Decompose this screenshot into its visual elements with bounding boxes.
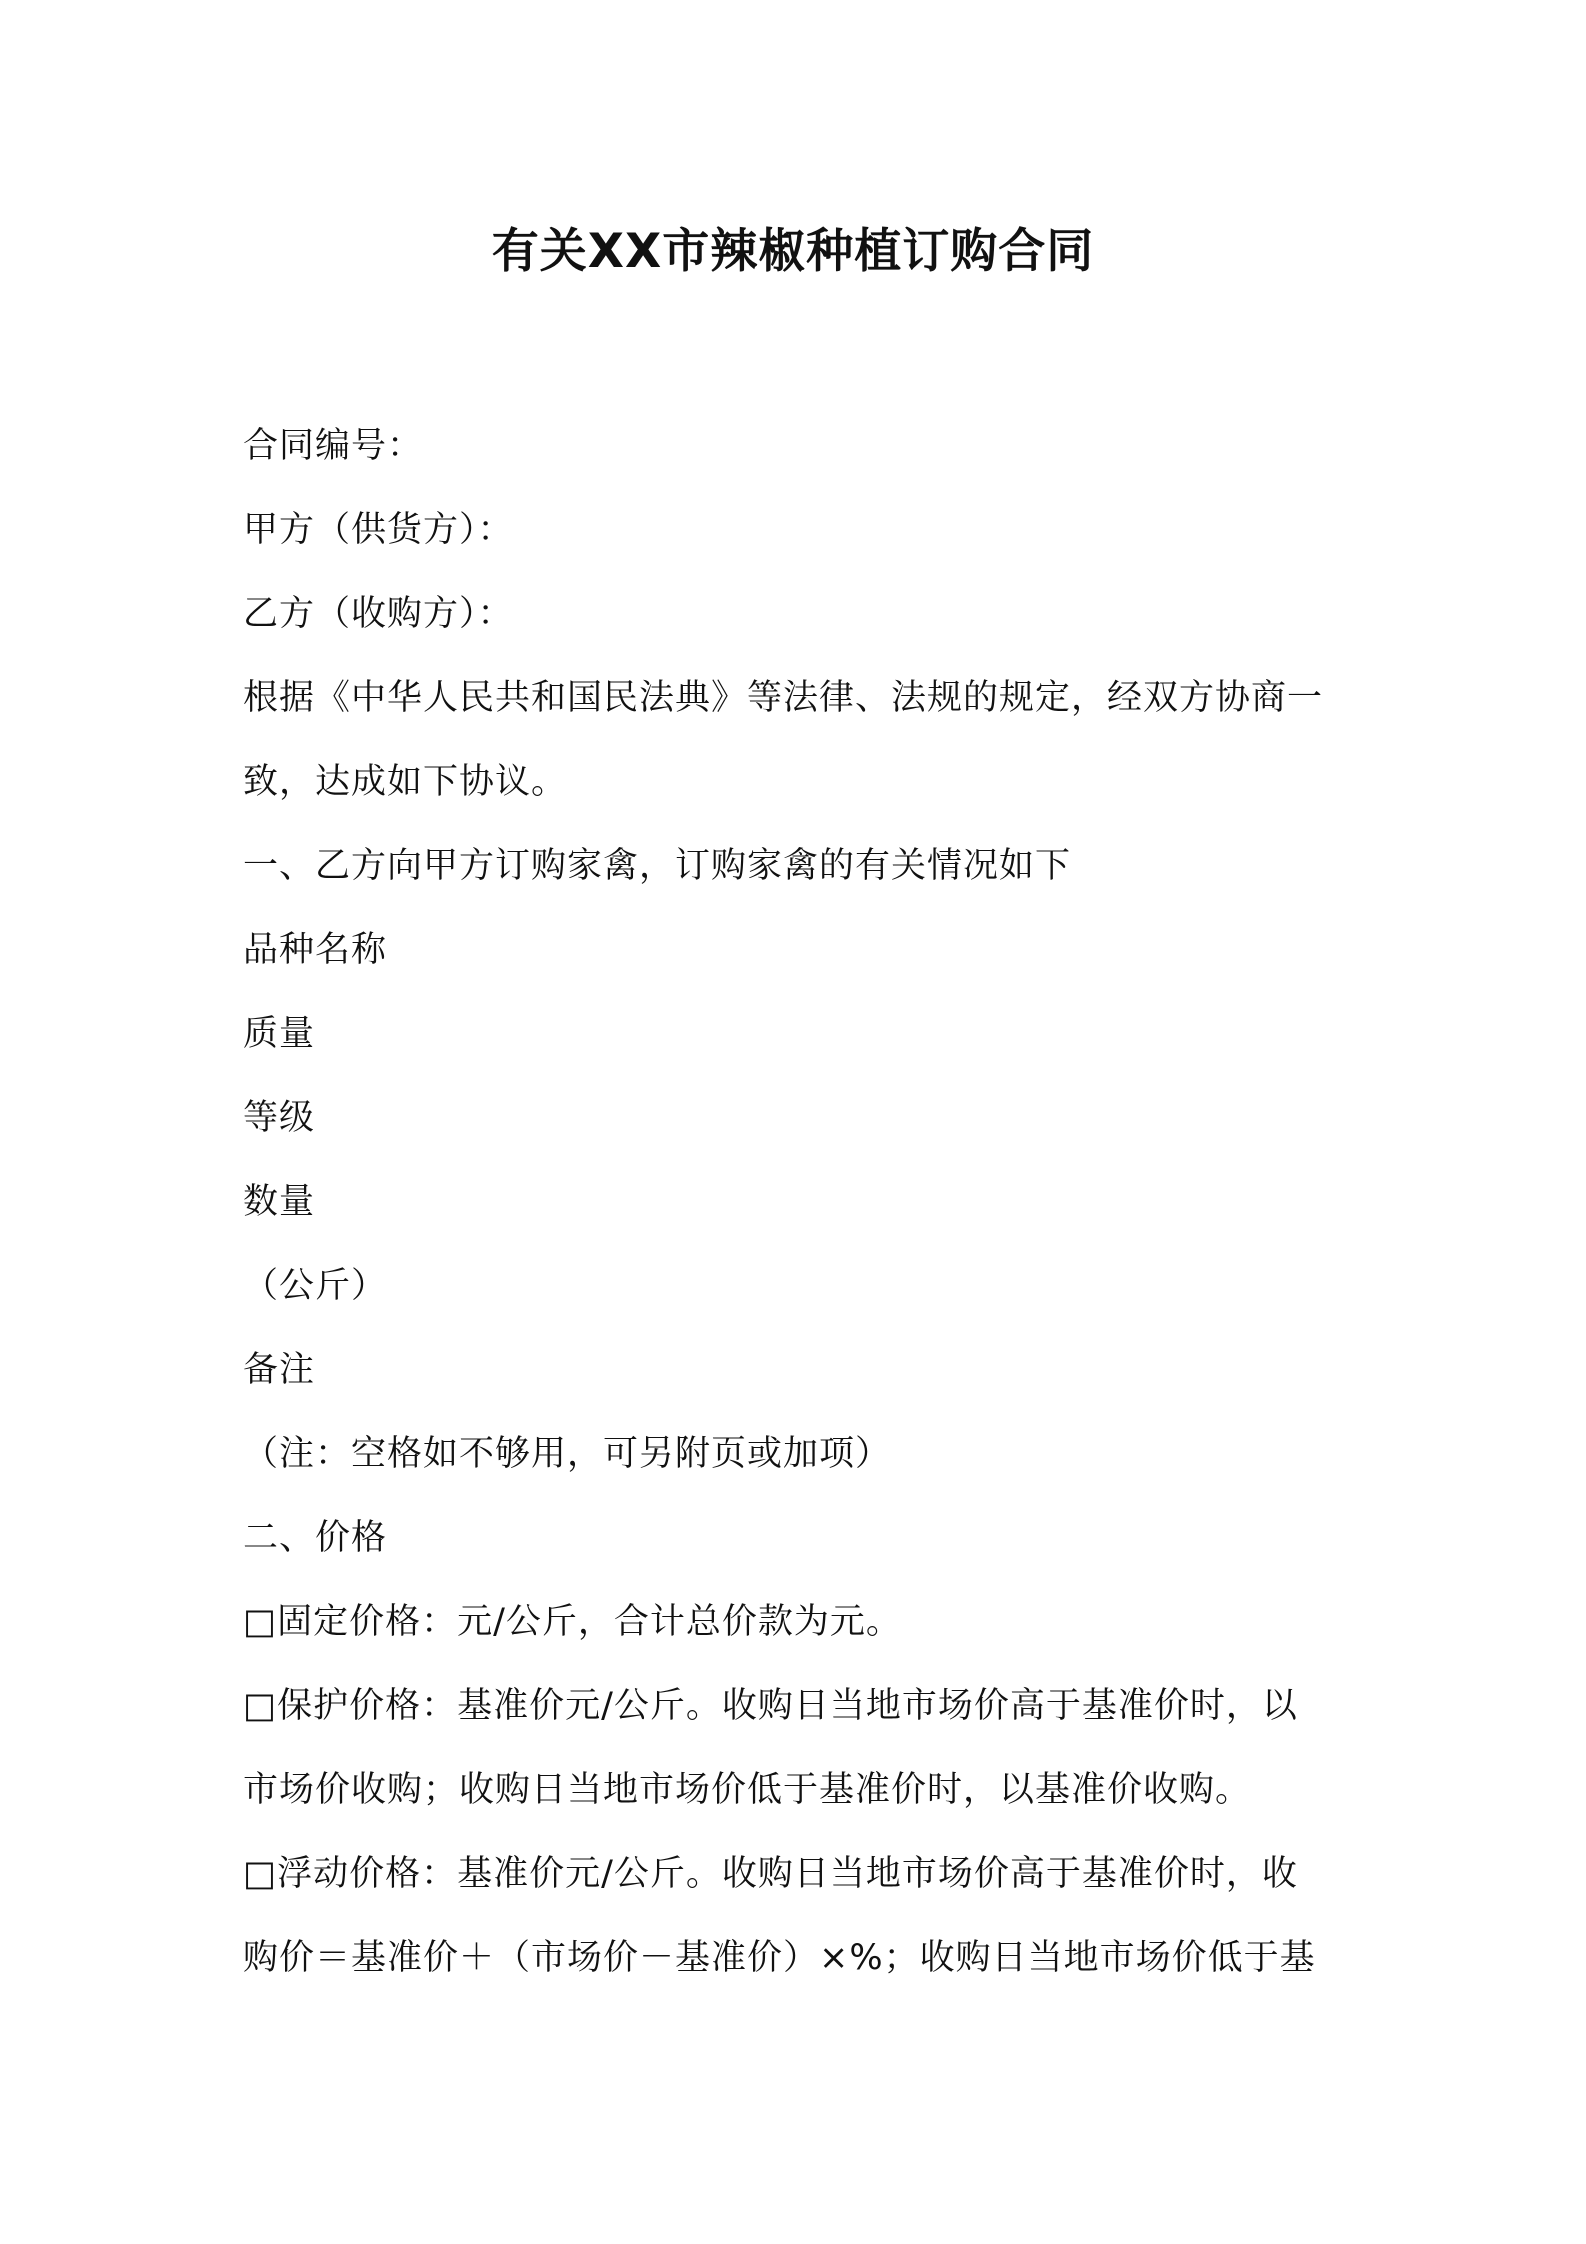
document-title: 有关XX市辣椒种植订购合同 bbox=[491, 224, 1095, 279]
preamble-line-2: 致，达成如下协议。 bbox=[243, 762, 568, 802]
contract-number-line: 合同编号： bbox=[243, 426, 424, 466]
field-grade: 等级 bbox=[243, 1098, 316, 1138]
section-2-heading: 二、价格 bbox=[243, 1518, 388, 1558]
field-quality: 质量 bbox=[243, 1014, 316, 1054]
party-b-line: 乙方（收购方）： bbox=[243, 594, 514, 634]
section-1-heading: 一、乙方向甲方订购家禽，订购家禽的有关情况如下 bbox=[243, 846, 1072, 886]
floating-price-option-line-1: □浮动价格：基准价元/公斤。收购日当地市场价高于基准价时，收 bbox=[243, 1854, 1298, 1894]
protected-price-option-line-2: 市场价收购；收购日当地市场价低于基准价时，以基准价收购。 bbox=[243, 1770, 1252, 1810]
floating-price-option-line-2: 购价＝基准价＋（市场价－基准价）×%；收购日当地市场价低于基 bbox=[243, 1938, 1316, 1978]
fixed-price-option: □固定价格：元/公斤，合计总价款为元。 bbox=[243, 1602, 902, 1642]
document-body bbox=[243, 404, 1363, 2000]
protected-price-option-line-1: □保护价格：基准价元/公斤。收购日当地市场价高于基准价时，以 bbox=[243, 1686, 1298, 1726]
party-a-line: 甲方（供货方）： bbox=[243, 510, 514, 550]
field-variety-name: 品种名称 bbox=[243, 930, 388, 970]
field-remarks: 备注 bbox=[243, 1350, 316, 1390]
table-note: （注：空格如不够用，可另附页或加项） bbox=[243, 1434, 892, 1474]
field-quantity: 数量 bbox=[243, 1182, 316, 1222]
field-quantity-unit: （公斤） bbox=[243, 1266, 388, 1306]
preamble-line-1: 根据《中华人民共和国民法典》等法律、法规的规定，经双方协商一 bbox=[243, 678, 1324, 718]
